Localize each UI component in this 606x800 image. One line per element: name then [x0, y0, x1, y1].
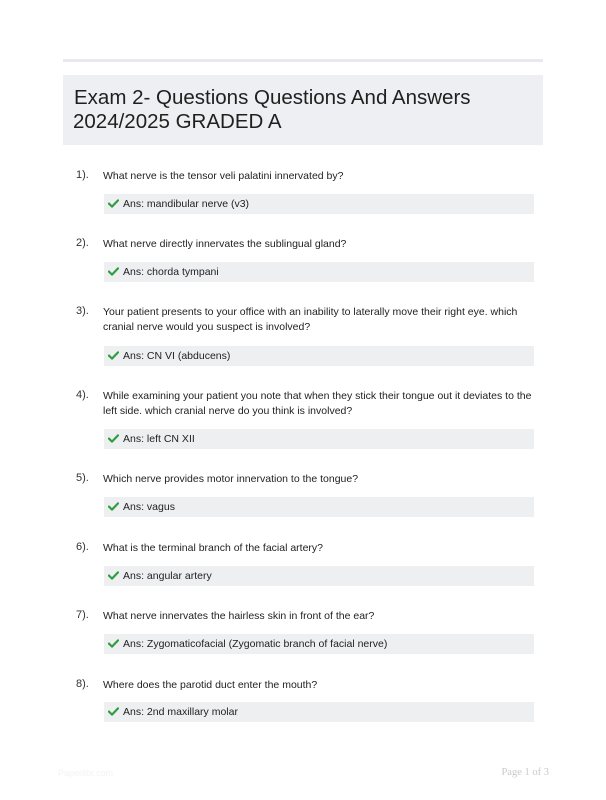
answer-text: Ans: Zygomaticofacial (Zygomatic branch of facial nerve) [123, 638, 388, 650]
answer-box [104, 634, 534, 654]
question-number: 1). [76, 169, 89, 181]
question-number: 5). [76, 472, 89, 484]
answer-box [104, 497, 534, 517]
page-indicator: Page 1 of 3 [501, 767, 549, 778]
check-icon [108, 639, 119, 648]
check-icon [108, 571, 119, 580]
question-number: 7). [76, 609, 89, 621]
check-icon [108, 434, 119, 443]
check-icon [108, 351, 119, 360]
answer-text: Ans: chorda tympani [123, 266, 219, 278]
check-icon [108, 199, 119, 208]
document-title-line-1: Exam 2- Questions Questions And Answers [74, 86, 471, 109]
check-icon [108, 707, 119, 716]
answer-box [104, 702, 534, 722]
check-icon [108, 502, 119, 511]
question-text: While examining your patient you note that when they stick their tongue out it deviates to the left side. which cranial nerve do you think is involved? [103, 390, 532, 417]
answer-box [104, 262, 534, 282]
check-icon [108, 267, 119, 276]
answer-text: Ans: mandibular nerve (v3) [123, 198, 250, 210]
question-number: 3). [76, 305, 89, 317]
answer-box [104, 429, 534, 449]
answer-text: Ans: angular artery [123, 570, 212, 582]
question-number: 4). [76, 389, 89, 401]
answer-text: Ans: vagus [123, 501, 175, 513]
footer-source: Paperlibr.com [58, 768, 114, 778]
question-text: What nerve directly innervates the sublingual gland? [103, 238, 347, 250]
question-number: 2). [76, 237, 89, 249]
question-text: What nerve is the tensor veli palatini innervated by? [103, 170, 344, 182]
question-number: 6). [76, 541, 89, 553]
question-text: Your patient presents to your office with an inability to laterally move their right eye. which cranial nerve would you suspect is involved? [103, 306, 518, 333]
answer-box [104, 194, 534, 214]
question-text: What is the terminal branch of the facial artery? [103, 542, 324, 554]
question-text: Where does the parotid duct enter the mouth? [103, 679, 318, 691]
answer-box [104, 566, 534, 586]
answer-box [104, 346, 534, 366]
answer-text: Ans: 2nd maxillary molar [123, 706, 238, 718]
question-text: What nerve innervates the hairless skin in front of the ear? [103, 610, 375, 622]
answer-text: Ans: left CN XII [123, 433, 195, 445]
document-title-line-2: 2024/2025 GRADED A [73, 110, 282, 133]
answer-text: Ans: CN VI (abducens) [123, 350, 231, 362]
question-text: Which nerve provides motor innervation to the tongue? [103, 473, 359, 485]
question-number: 8). [76, 678, 89, 690]
